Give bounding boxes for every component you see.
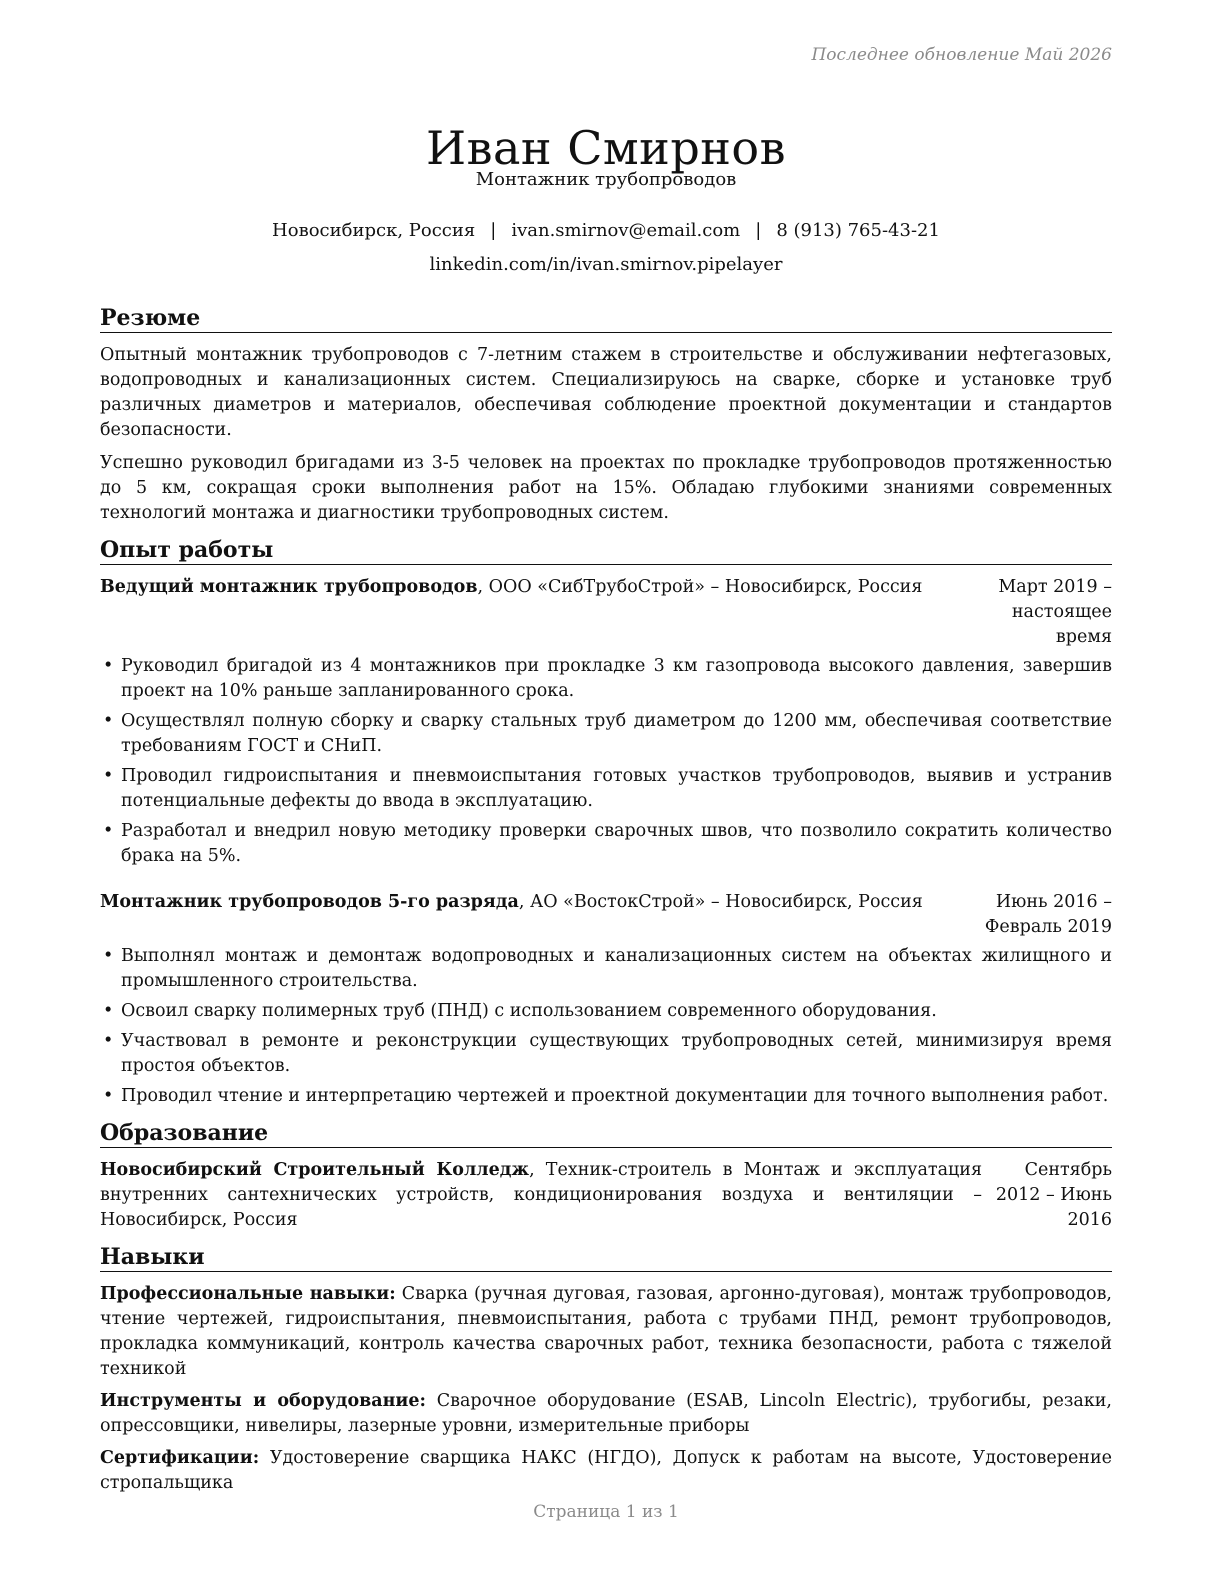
- bullet-icon: •: [103, 656, 114, 676]
- job-header: [100, 890, 1112, 940]
- bullet-icon: •: [103, 1031, 114, 1051]
- separator: |: [755, 220, 762, 241]
- bullet-icon: •: [103, 1086, 114, 1106]
- job-header: [100, 575, 1112, 650]
- skill-label: Сертификации:: [100, 1448, 260, 1468]
- location: Новосибирск, Россия: [272, 220, 476, 241]
- skills-section: [100, 1243, 1112, 1496]
- list-item: • Разработал и внедрил новую методику проверки сварочных швов, что позволило сократить количество брака на 5%.: [103, 821, 1112, 866]
- list-item: • Участвовал в ремонте и реконструкции существующих трубопроводных сетей, минимизируя время простоя объектов.: [103, 1031, 1112, 1076]
- candidate-name: Иван Смирнов: [425, 120, 787, 175]
- bullet-icon: •: [103, 711, 114, 731]
- experience-section: [100, 536, 1112, 1109]
- summary-section: [100, 304, 1112, 526]
- separator: |: [490, 220, 497, 241]
- skill-text: Сварочное оборудование (ESAB, Lincoln Electric), трубогибы, резаки, опрессовщики, нивелиры, лазерные уровни, измерительные приборы: [100, 1391, 1112, 1436]
- last-updated: Последнее обновление Май 2026: [811, 45, 1112, 65]
- summary-paragraph: Опытный монтажник трубопроводов с 7-летним стажем в строительстве и обслуживании нефтегазовых, водопроводных и канализационных систем. Специализируюсь на сварке, сборке и установке труб различных диаметров и материалов, обеспечивая соблюдение проектной документации и стандартов безопасности.: [100, 345, 1112, 440]
- skill-text: Удостоверение сварщика НАКС (НГДО), Допуск к работам на высоте, Удостоверение стропальщика: [100, 1448, 1112, 1493]
- linkedin-link[interactable]: linkedin.com/in/ivan.smirnov.pipelayer: [429, 254, 783, 275]
- bullet-icon: •: [103, 1001, 114, 1021]
- resume-page: [100, 0, 1112, 1584]
- job-role: Монтажник трубопроводов 5-го разряда: [100, 892, 519, 912]
- list-item: • Проводил чтение и интерпретацию чертежей и проектной документации для точного выполнения работ.: [100, 1084, 1112, 1109]
- bullet-icon: •: [103, 766, 114, 786]
- resume-content: [100, 304, 1112, 1506]
- job-entry: [100, 575, 1112, 869]
- education-dates: Сентябрь 2012 – Июнь 2016: [995, 1160, 1112, 1230]
- skill-text: Сварка (ручная дуговая, газовая, аргонно-дуговая), монтаж трубопроводов, чтение чертежей, гидроиспытания, пневмоиспытания, работа с трубами ПНД, ремонт трубопроводов, прокладка коммуникаций, контроль качества сварочных работ, техника безопасности, работа с тяжелой техникой: [100, 1284, 1112, 1379]
- list-item: • Освоил сварку полимерных труб (ПНД) с использованием современного оборудования.: [100, 999, 1112, 1024]
- page-number: Страница 1 из 1: [533, 1502, 679, 1522]
- job-org: , АО «ВостокСтрой» – Новосибирск, Россия: [518, 892, 923, 912]
- school-name: Новосибирский Строительный Колледж: [100, 1160, 530, 1180]
- section-heading: Резюме: [100, 304, 1112, 333]
- skill-group: [100, 1282, 1112, 1382]
- section-heading: Навыки: [100, 1243, 1112, 1272]
- job-org: , ООО «СибТрубоСтрой» – Новосибирск, Россия: [477, 577, 923, 597]
- contact-line: [100, 219, 1112, 243]
- bullet-icon: •: [103, 946, 114, 966]
- list-item: • Выполнял монтаж и демонтаж водопроводных и канализационных систем на объектах жилищного и промышленного строительства.: [103, 946, 1112, 991]
- skill-group: [100, 1389, 1112, 1439]
- skill-label: Профессиональные навыки:: [100, 1284, 396, 1304]
- education-details: , Техник-строитель в Монтаж и эксплуатация внутренних сантехнических устройств, кондиционирования воздуха и вентиляции – Новосибирск, Россия: [100, 1160, 982, 1230]
- list-item: • Осуществлял полную сборку и сварку стальных труб диаметром до 1200 мм, обеспечивая соответствие требованиям ГОСТ и СНиП.: [103, 711, 1112, 756]
- list-item: • Проводил гидроиспытания и пневмоиспытания готовых участков трубопроводов, выявив и устранив потенциальные дефекты до ввода в эксплуатацию.: [103, 766, 1112, 811]
- section-heading: Образование: [100, 1119, 1112, 1148]
- bullet-icon: •: [103, 821, 114, 841]
- skill-group: [100, 1446, 1112, 1496]
- phone: 8 (913) 765-43-21: [776, 220, 940, 241]
- education-entry: [100, 1158, 1112, 1233]
- section-heading: Опыт работы: [100, 536, 1112, 565]
- candidate-title: Монтажник трубопроводов: [475, 169, 737, 190]
- education-section: [100, 1119, 1112, 1233]
- job-role: Ведущий монтажник трубопроводов: [100, 577, 478, 597]
- list-item: • Руководил бригадой из 4 монтажников при прокладке 3 км газопровода высокого давления, завершив проект на 10% раньше запланированного срока.: [103, 656, 1112, 701]
- job-entry: [100, 890, 1112, 1109]
- job-dates: Март 2019 – настоящее время: [998, 577, 1112, 647]
- skill-label: Инструменты и оборудование:: [100, 1391, 427, 1411]
- job-bullets: [100, 654, 1112, 869]
- job-dates: Июнь 2016 – Февраль 2019: [984, 892, 1112, 937]
- job-bullets: [100, 944, 1112, 1109]
- email[interactable]: ivan.smirnov@email.com: [511, 220, 741, 241]
- summary-paragraph: Успешно руководил бригадами из 3-5 человек на проектах по прокладке трубопроводов протяженностью до 5 км, сокращая сроки выполнения работ на 15%. Обладаю глубокими знаниями современных технологий монтажа и диагностики трубопроводных систем.: [100, 453, 1112, 523]
